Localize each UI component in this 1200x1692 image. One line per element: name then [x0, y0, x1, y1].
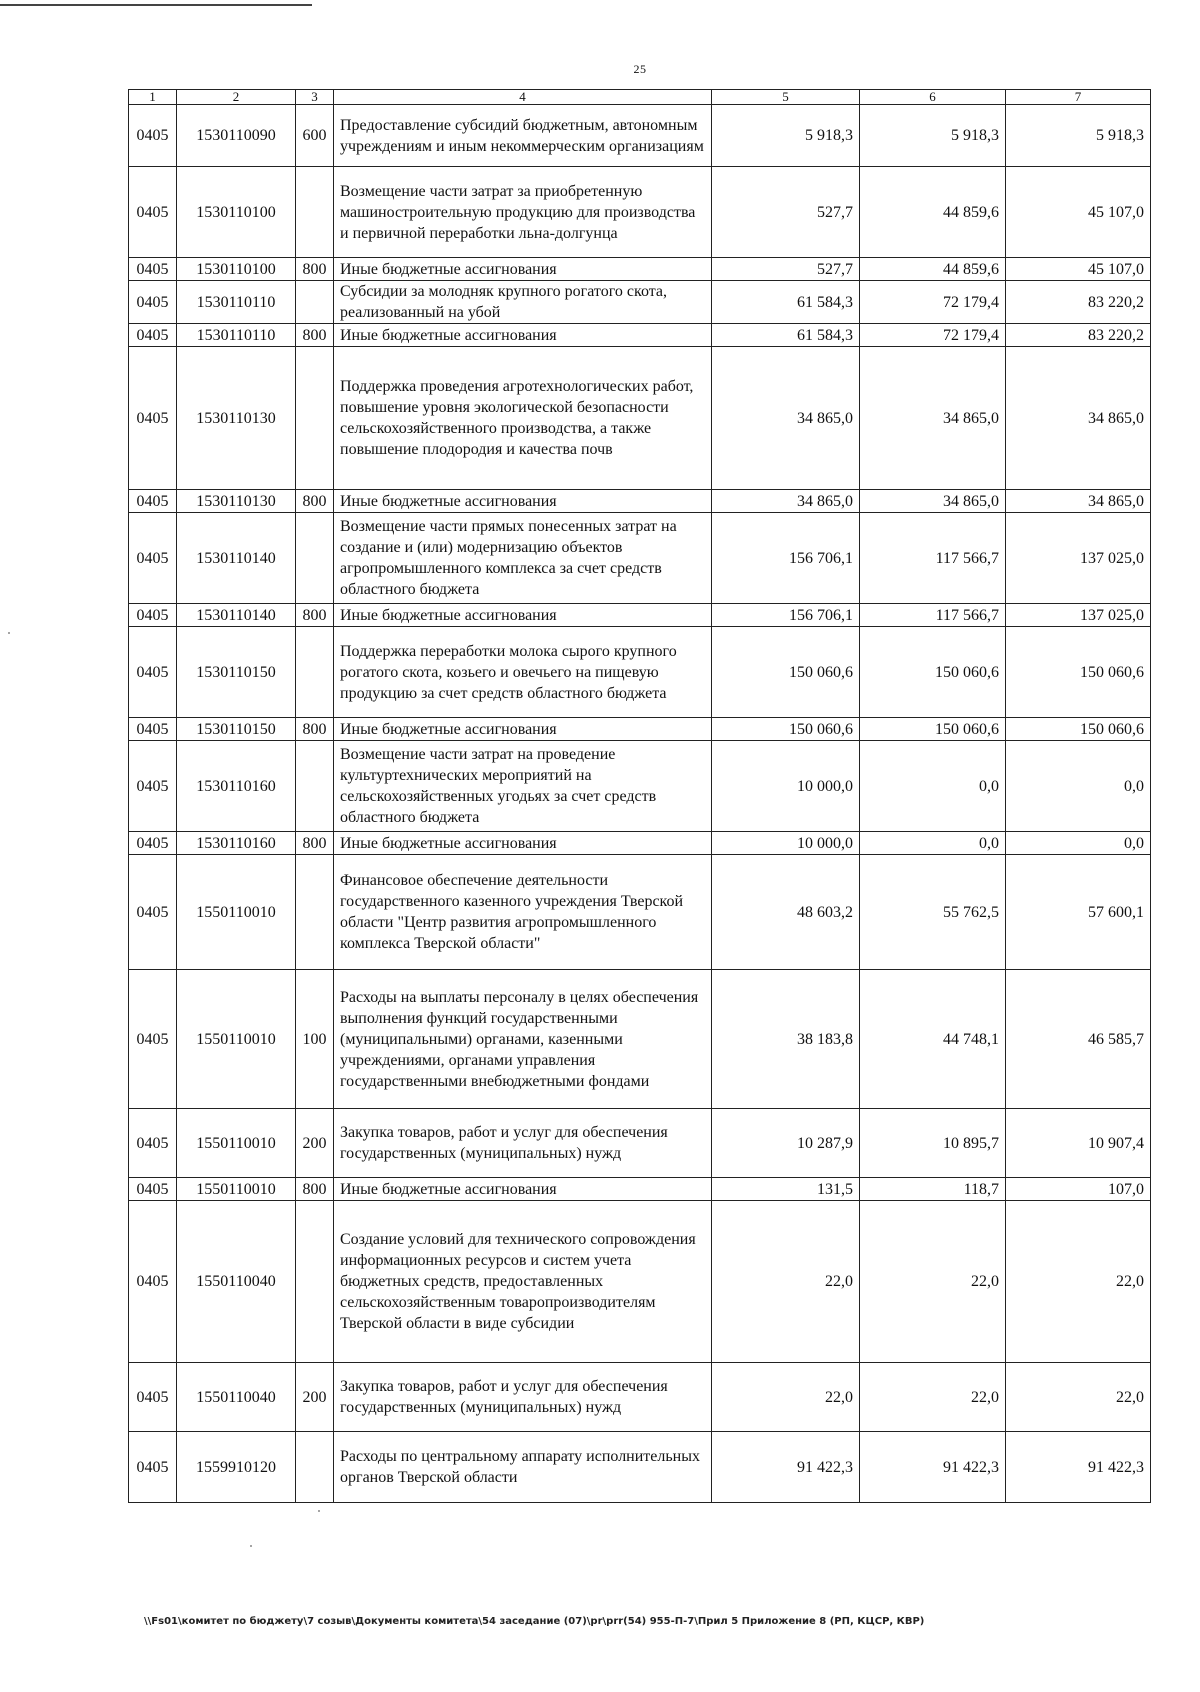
row-section-code: 0405 — [129, 718, 177, 741]
row-amount-col5: 34 865,0 — [712, 490, 860, 513]
row-amount-col5: 10 000,0 — [712, 832, 860, 855]
row-amount-col7: 45 107,0 — [1006, 258, 1151, 281]
row-target-article-code: 1530110110 — [177, 324, 296, 347]
table-row — [129, 1201, 1151, 1363]
row-amount-col6: 0,0 — [860, 741, 1006, 832]
row-target-article-code: 1530110090 — [177, 105, 296, 167]
column-header: 7 — [1006, 90, 1151, 105]
row-description: Иные бюджетные ассигнования — [334, 490, 712, 513]
row-target-article-code: 1550110040 — [177, 1363, 296, 1432]
row-amount-col7: 5 918,3 — [1006, 105, 1151, 167]
row-description: Предоставление субсидий бюджетным, автономным учреждениям и иным некоммерческим организациям — [334, 105, 712, 167]
row-amount-col5: 150 060,6 — [712, 718, 860, 741]
row-amount-col7: 46 585,7 — [1006, 970, 1151, 1109]
row-description: Иные бюджетные ассигнования — [334, 832, 712, 855]
row-section-code: 0405 — [129, 741, 177, 832]
table-row — [129, 1363, 1151, 1432]
row-section-code: 0405 — [129, 324, 177, 347]
row-amount-col6: 22,0 — [860, 1363, 1006, 1432]
row-amount-col7: 91 422,3 — [1006, 1432, 1151, 1503]
column-header: 1 — [129, 90, 177, 105]
row-amount-col6: 150 060,6 — [860, 718, 1006, 741]
row-description: Поддержка проведения агротехнологических работ, повышение уровня экологической безопасности сельскохозяйственного производства, а также повышение плодородия и качества почв — [334, 347, 712, 490]
row-target-article-code: 1530110130 — [177, 490, 296, 513]
row-expense-type-code — [296, 741, 334, 832]
row-amount-col6: 0,0 — [860, 832, 1006, 855]
budget-table — [128, 89, 1151, 1503]
row-amount-col5: 150 060,6 — [712, 627, 860, 718]
row-amount-col6: 55 762,5 — [860, 855, 1006, 970]
row-amount-col7: 137 025,0 — [1006, 513, 1151, 604]
row-amount-col5: 91 422,3 — [712, 1432, 860, 1503]
table-row — [129, 324, 1151, 347]
row-amount-col6: 91 422,3 — [860, 1432, 1006, 1503]
table-row — [129, 718, 1151, 741]
row-amount-col5: 22,0 — [712, 1363, 860, 1432]
row-amount-col7: 107,0 — [1006, 1178, 1151, 1201]
row-expense-type-code — [296, 513, 334, 604]
row-target-article-code: 1550110010 — [177, 1178, 296, 1201]
row-amount-col7: 83 220,2 — [1006, 324, 1151, 347]
row-expense-type-code — [296, 1201, 334, 1363]
row-description: Закупка товаров, работ и услуг для обеспечения государственных (муниципальных) нужд — [334, 1109, 712, 1178]
row-description: Иные бюджетные ассигнования — [334, 718, 712, 741]
row-amount-col7: 0,0 — [1006, 832, 1151, 855]
row-amount-col7: 22,0 — [1006, 1201, 1151, 1363]
row-amount-col6: 44 859,6 — [860, 258, 1006, 281]
row-description: Создание условий для технического сопровождения информационных ресурсов и систем учета бюджетных средств, предоставленных сельскохозяйственным товаропроизводителям Тверской области в виде субсидии — [334, 1201, 712, 1363]
row-amount-col6: 5 918,3 — [860, 105, 1006, 167]
row-target-article-code: 1530110150 — [177, 718, 296, 741]
row-amount-col5: 61 584,3 — [712, 324, 860, 347]
scan-speck — [250, 1545, 252, 1547]
row-amount-col5: 156 706,1 — [712, 604, 860, 627]
row-expense-type-code: 800 — [296, 1178, 334, 1201]
table-row — [129, 105, 1151, 167]
row-target-article-code: 1530110140 — [177, 513, 296, 604]
row-amount-col5: 527,7 — [712, 167, 860, 258]
row-target-article-code: 1530110100 — [177, 167, 296, 258]
row-expense-type-code: 200 — [296, 1363, 334, 1432]
row-amount-col5: 61 584,3 — [712, 281, 860, 324]
row-amount-col6: 72 179,4 — [860, 281, 1006, 324]
table-row — [129, 1109, 1151, 1178]
row-target-article-code: 1550110010 — [177, 970, 296, 1109]
row-description: Иные бюджетные ассигнования — [334, 604, 712, 627]
row-section-code: 0405 — [129, 1432, 177, 1503]
table-row — [129, 490, 1151, 513]
row-expense-type-code — [296, 1432, 334, 1503]
row-amount-col6: 72 179,4 — [860, 324, 1006, 347]
column-header: 6 — [860, 90, 1006, 105]
row-amount-col5: 22,0 — [712, 1201, 860, 1363]
table-header-row — [129, 90, 1151, 105]
row-amount-col7: 0,0 — [1006, 741, 1151, 832]
row-amount-col5: 48 603,2 — [712, 855, 860, 970]
row-section-code: 0405 — [129, 105, 177, 167]
row-amount-col6: 44 859,6 — [860, 167, 1006, 258]
row-amount-col6: 44 748,1 — [860, 970, 1006, 1109]
page-number: 25 — [633, 62, 647, 76]
row-amount-col5: 131,5 — [712, 1178, 860, 1201]
row-description: Финансовое обеспечение деятельности государственного казенного учреждения Тверской области "Центр развития агропромышленного комплекса Тверской области" — [334, 855, 712, 970]
footer-file-path: \\Fs01\комитет по бюджету\7 созыв\Документы комитета\54 заседание (07)\pr\prr(54) 955-П-7\Прил 5 Приложение 8 (РП, КЦСР, КВР) — [144, 1616, 925, 1627]
row-target-article-code: 1530110150 — [177, 627, 296, 718]
row-amount-col5: 156 706,1 — [712, 513, 860, 604]
table-row — [129, 832, 1151, 855]
row-section-code: 0405 — [129, 1178, 177, 1201]
row-amount-col7: 34 865,0 — [1006, 347, 1151, 490]
row-amount-col7: 22,0 — [1006, 1363, 1151, 1432]
row-section-code: 0405 — [129, 1201, 177, 1363]
row-amount-col7: 137 025,0 — [1006, 604, 1151, 627]
row-amount-col7: 45 107,0 — [1006, 167, 1151, 258]
row-expense-type-code: 800 — [296, 258, 334, 281]
table-row — [129, 970, 1151, 1109]
row-amount-col6: 22,0 — [860, 1201, 1006, 1363]
row-amount-col6: 34 865,0 — [860, 490, 1006, 513]
row-target-article-code: 1530110140 — [177, 604, 296, 627]
row-target-article-code: 1530110160 — [177, 832, 296, 855]
row-description: Расходы по центральному аппарату исполнительных органов Тверской области — [334, 1432, 712, 1503]
row-section-code: 0405 — [129, 832, 177, 855]
row-amount-col6: 117 566,7 — [860, 513, 1006, 604]
row-expense-type-code — [296, 627, 334, 718]
row-amount-col7: 150 060,6 — [1006, 627, 1151, 718]
row-expense-type-code — [296, 167, 334, 258]
row-amount-col5: 34 865,0 — [712, 347, 860, 490]
row-amount-col6: 118,7 — [860, 1178, 1006, 1201]
row-section-code: 0405 — [129, 855, 177, 970]
table-row — [129, 855, 1151, 970]
row-section-code: 0405 — [129, 1109, 177, 1178]
row-amount-col7: 34 865,0 — [1006, 490, 1151, 513]
column-header: 5 — [712, 90, 860, 105]
row-expense-type-code: 800 — [296, 832, 334, 855]
row-expense-type-code: 800 — [296, 604, 334, 627]
row-expense-type-code: 100 — [296, 970, 334, 1109]
row-amount-col5: 38 183,8 — [712, 970, 860, 1109]
row-target-article-code: 1559910120 — [177, 1432, 296, 1503]
row-section-code: 0405 — [129, 604, 177, 627]
row-section-code: 0405 — [129, 347, 177, 490]
row-description: Возмещение части затрат за приобретенную машиностроительную продукцию для производства и первичной переработки льна-долгунца — [334, 167, 712, 258]
row-description: Иные бюджетные ассигнования — [334, 324, 712, 347]
row-amount-col6: 10 895,7 — [860, 1109, 1006, 1178]
row-amount-col7: 83 220,2 — [1006, 281, 1151, 324]
scan-speck — [318, 1510, 320, 1512]
row-section-code: 0405 — [129, 970, 177, 1109]
row-description: Закупка товаров, работ и услуг для обеспечения государственных (муниципальных) нужд — [334, 1363, 712, 1432]
row-description: Возмещение части прямых понесенных затрат на создание и (или) модернизацию объектов агропромышленного комплекса за счет средств областного бюджета — [334, 513, 712, 604]
row-section-code: 0405 — [129, 167, 177, 258]
row-section-code: 0405 — [129, 1363, 177, 1432]
row-expense-type-code: 800 — [296, 490, 334, 513]
table-row — [129, 741, 1151, 832]
row-description: Иные бюджетные ассигнования — [334, 258, 712, 281]
row-expense-type-code: 800 — [296, 324, 334, 347]
row-amount-col5: 527,7 — [712, 258, 860, 281]
column-header: 4 — [334, 90, 712, 105]
row-target-article-code: 1550110010 — [177, 855, 296, 970]
row-target-article-code: 1530110130 — [177, 347, 296, 490]
table-row — [129, 604, 1151, 627]
table-row — [129, 347, 1151, 490]
row-amount-col7: 57 600,1 — [1006, 855, 1151, 970]
row-target-article-code: 1550110010 — [177, 1109, 296, 1178]
table-row — [129, 1432, 1151, 1503]
table-row — [129, 258, 1151, 281]
row-amount-col7: 10 907,4 — [1006, 1109, 1151, 1178]
row-amount-col7: 150 060,6 — [1006, 718, 1151, 741]
row-expense-type-code: 600 — [296, 105, 334, 167]
row-expense-type-code: 200 — [296, 1109, 334, 1178]
column-header: 3 — [296, 90, 334, 105]
row-description: Поддержка переработки молока сырого крупного рогатого скота, козьего и овечьего на пищевую продукцию за счет средств областного бюджета — [334, 627, 712, 718]
row-amount-col6: 150 060,6 — [860, 627, 1006, 718]
row-target-article-code: 1530110100 — [177, 258, 296, 281]
row-target-article-code: 1530110110 — [177, 281, 296, 324]
row-section-code: 0405 — [129, 281, 177, 324]
row-amount-col6: 117 566,7 — [860, 604, 1006, 627]
row-amount-col6: 34 865,0 — [860, 347, 1006, 490]
top-rule — [0, 4, 312, 6]
row-amount-col5: 10 287,9 — [712, 1109, 860, 1178]
row-expense-type-code — [296, 855, 334, 970]
table-row — [129, 167, 1151, 258]
table-row — [129, 281, 1151, 324]
row-description: Расходы на выплаты персоналу в целях обеспечения выполнения функций государственными (муниципальными) органами, казенными учреждениями, органами управления государственными внебюджетными фондами — [334, 970, 712, 1109]
row-section-code: 0405 — [129, 258, 177, 281]
table-row — [129, 1178, 1151, 1201]
row-section-code: 0405 — [129, 490, 177, 513]
row-description: Иные бюджетные ассигнования — [334, 1178, 712, 1201]
scan-speck — [8, 632, 10, 634]
table-row — [129, 627, 1151, 718]
row-expense-type-code: 800 — [296, 718, 334, 741]
row-amount-col5: 5 918,3 — [712, 105, 860, 167]
row-description: Субсидии за молодняк крупного рогатого скота, реализованный на убой — [334, 281, 712, 324]
row-expense-type-code — [296, 281, 334, 324]
row-description: Возмещение части затрат на проведение культуртехнических мероприятий на сельскохозяйственных угодьях за счет средств областного бюджета — [334, 741, 712, 832]
row-target-article-code: 1530110160 — [177, 741, 296, 832]
row-expense-type-code — [296, 347, 334, 490]
column-header: 2 — [177, 90, 296, 105]
row-section-code: 0405 — [129, 513, 177, 604]
row-amount-col5: 10 000,0 — [712, 741, 860, 832]
row-section-code: 0405 — [129, 627, 177, 718]
row-target-article-code: 1550110040 — [177, 1201, 296, 1363]
table-row — [129, 513, 1151, 604]
